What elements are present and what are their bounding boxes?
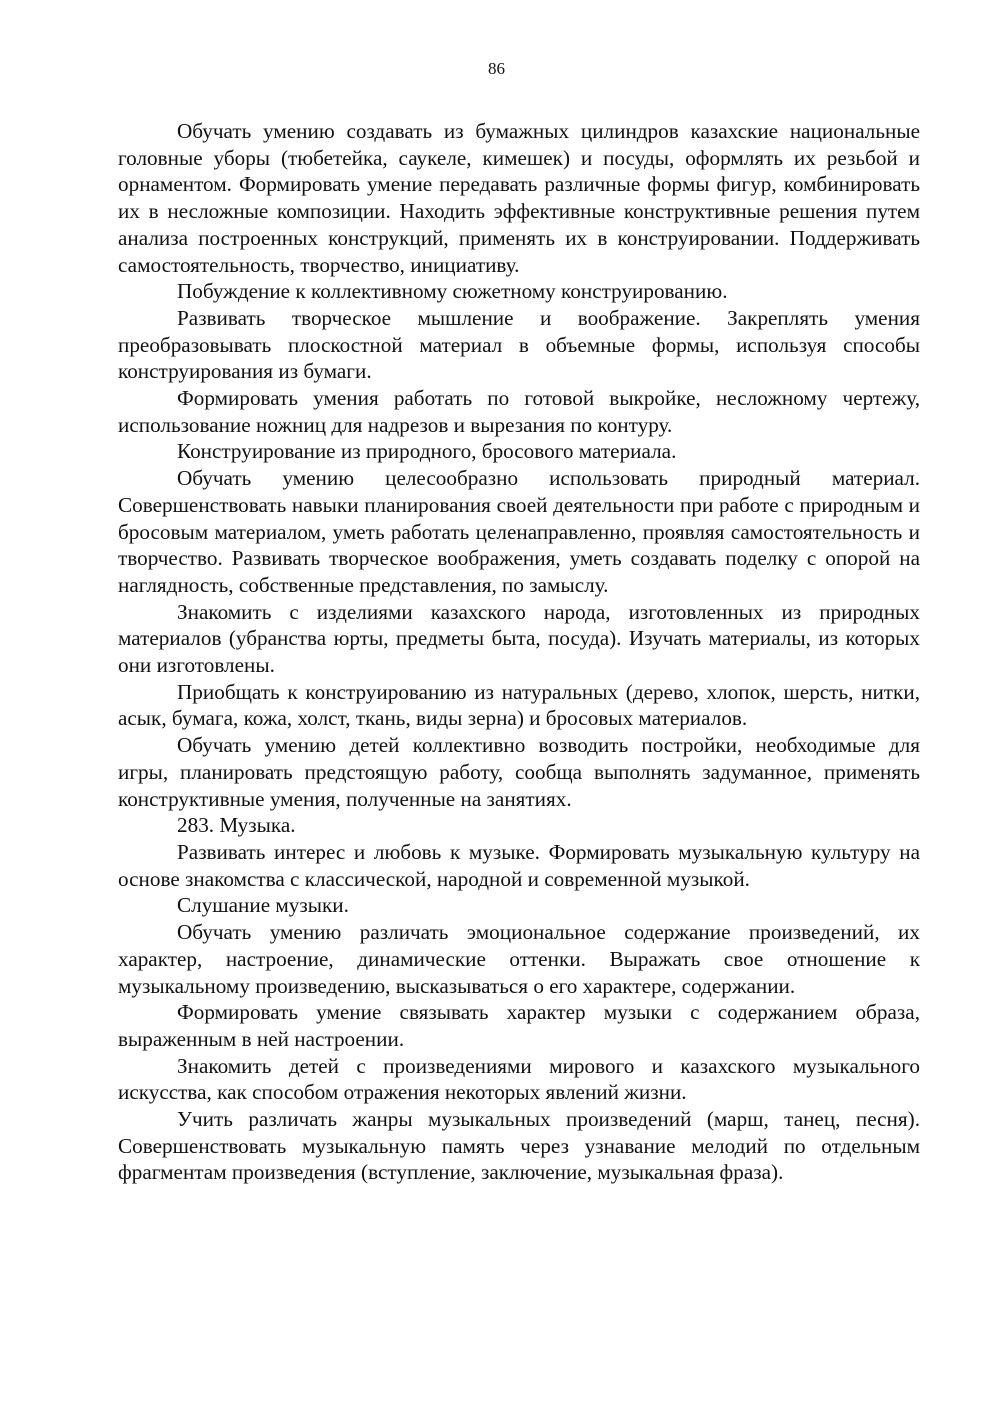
paragraph-music-genres: Учить различать жанры музыкальных произведений (марш, танец, песня). Совершенствовать музыкальную память через узнавание мелодий по отдельным фрагментам произведения (вступление, заключение, музыкальная фраза). (118, 1107, 920, 1185)
document-body (118, 118, 920, 1186)
paragraph-creative-thinking: Развивать творческое мышление и воображение. Закреплять умения преобразовывать плоскостной материал в объемные формы, используя способы конструирования из бумаги. (118, 305, 920, 384)
paragraph-natural-materials-heading: Конструирование из природного, бросового материала. (177, 439, 677, 464)
paragraph-kazakh-crafts: Знакомить с изделиями казахского народа, изготовленных из природных материалов (убранства юрты, предметы быта, посуда). Изучать материалы, из которых они изготовлены. (118, 599, 920, 678)
subheading-listening: Слушание музыки. (177, 893, 349, 918)
paragraph-natural-materials-use: Обучать умению целесообразно использовать природный материал. Совершенствовать навыки планирования своей деятельности при работе с природным и бросовым материалом, уметь работать целенаправленно, проявляя самостоятельность и творчество. Развивать творческое воображения, уметь создавать поделку с опорой на наглядность, собственные представления, по замыслу. (118, 466, 920, 597)
paragraph-paper-headwear: Обучать умению создавать из бумажных цилиндров казахские национальные головные уборы (тюбетейка, саукеле, кимешек) и посуды, оформлять их резьбой и орнаментом. Формировать умение передавать различные формы фигур, комбинировать их в несложные композиции. Находить эффективные конструктивные решения путем анализа построенных конструкций, применять их в конструировании. Поддерживать самостоятельность, творчество, инициативу. (118, 119, 920, 277)
paragraph-pattern-work: Формировать умения работать по готовой выкройке, несложному чертежу, использование ножниц для надрезов и вырезания по контуру. (118, 386, 920, 437)
paragraph-natural-construction: Приобщать к конструированию из натуральных (дерево, хлопок, шерсть, нитки, асык, бумага, кожа, холст, ткань, виды зерна) и бросовых материалов. (118, 679, 920, 731)
paragraph-collective-buildings: Обучать умению детей коллективно возводить постройки, необходимые для игры, планировать предстоящую работу, сообща выполнять задуманное, применять конструктивные умения, полученные на занятиях. (118, 733, 920, 811)
paragraph-world-music: Знакомить детей с произведениями мирового и казахского музыкального искусства, как способом отражения некоторых явлений жизни. (118, 1053, 920, 1105)
section-heading-music: 283. Музыка. (177, 813, 296, 838)
paragraph-collective-construction: Побуждение к коллективному сюжетному конструированию. (177, 279, 728, 304)
page-number: 86 (488, 59, 505, 78)
paragraph-music-interest: Развивать интерес и любовь к музыке. Формировать музыкальную культуру на основе знакомства с классической, народной и современной музыкой. (118, 839, 920, 891)
paragraph-music-character: Формировать умение связывать характер музыки с содержанием образа, выраженным в ней настроении. (118, 1000, 920, 1051)
paragraph-emotional-content: Обучать умению различать эмоциональное содержание произведений, их характер, настроение, динамические оттенки. Выражать свое отношение к музыкальному произведению, высказываться о его характере, содержании. (118, 920, 920, 998)
